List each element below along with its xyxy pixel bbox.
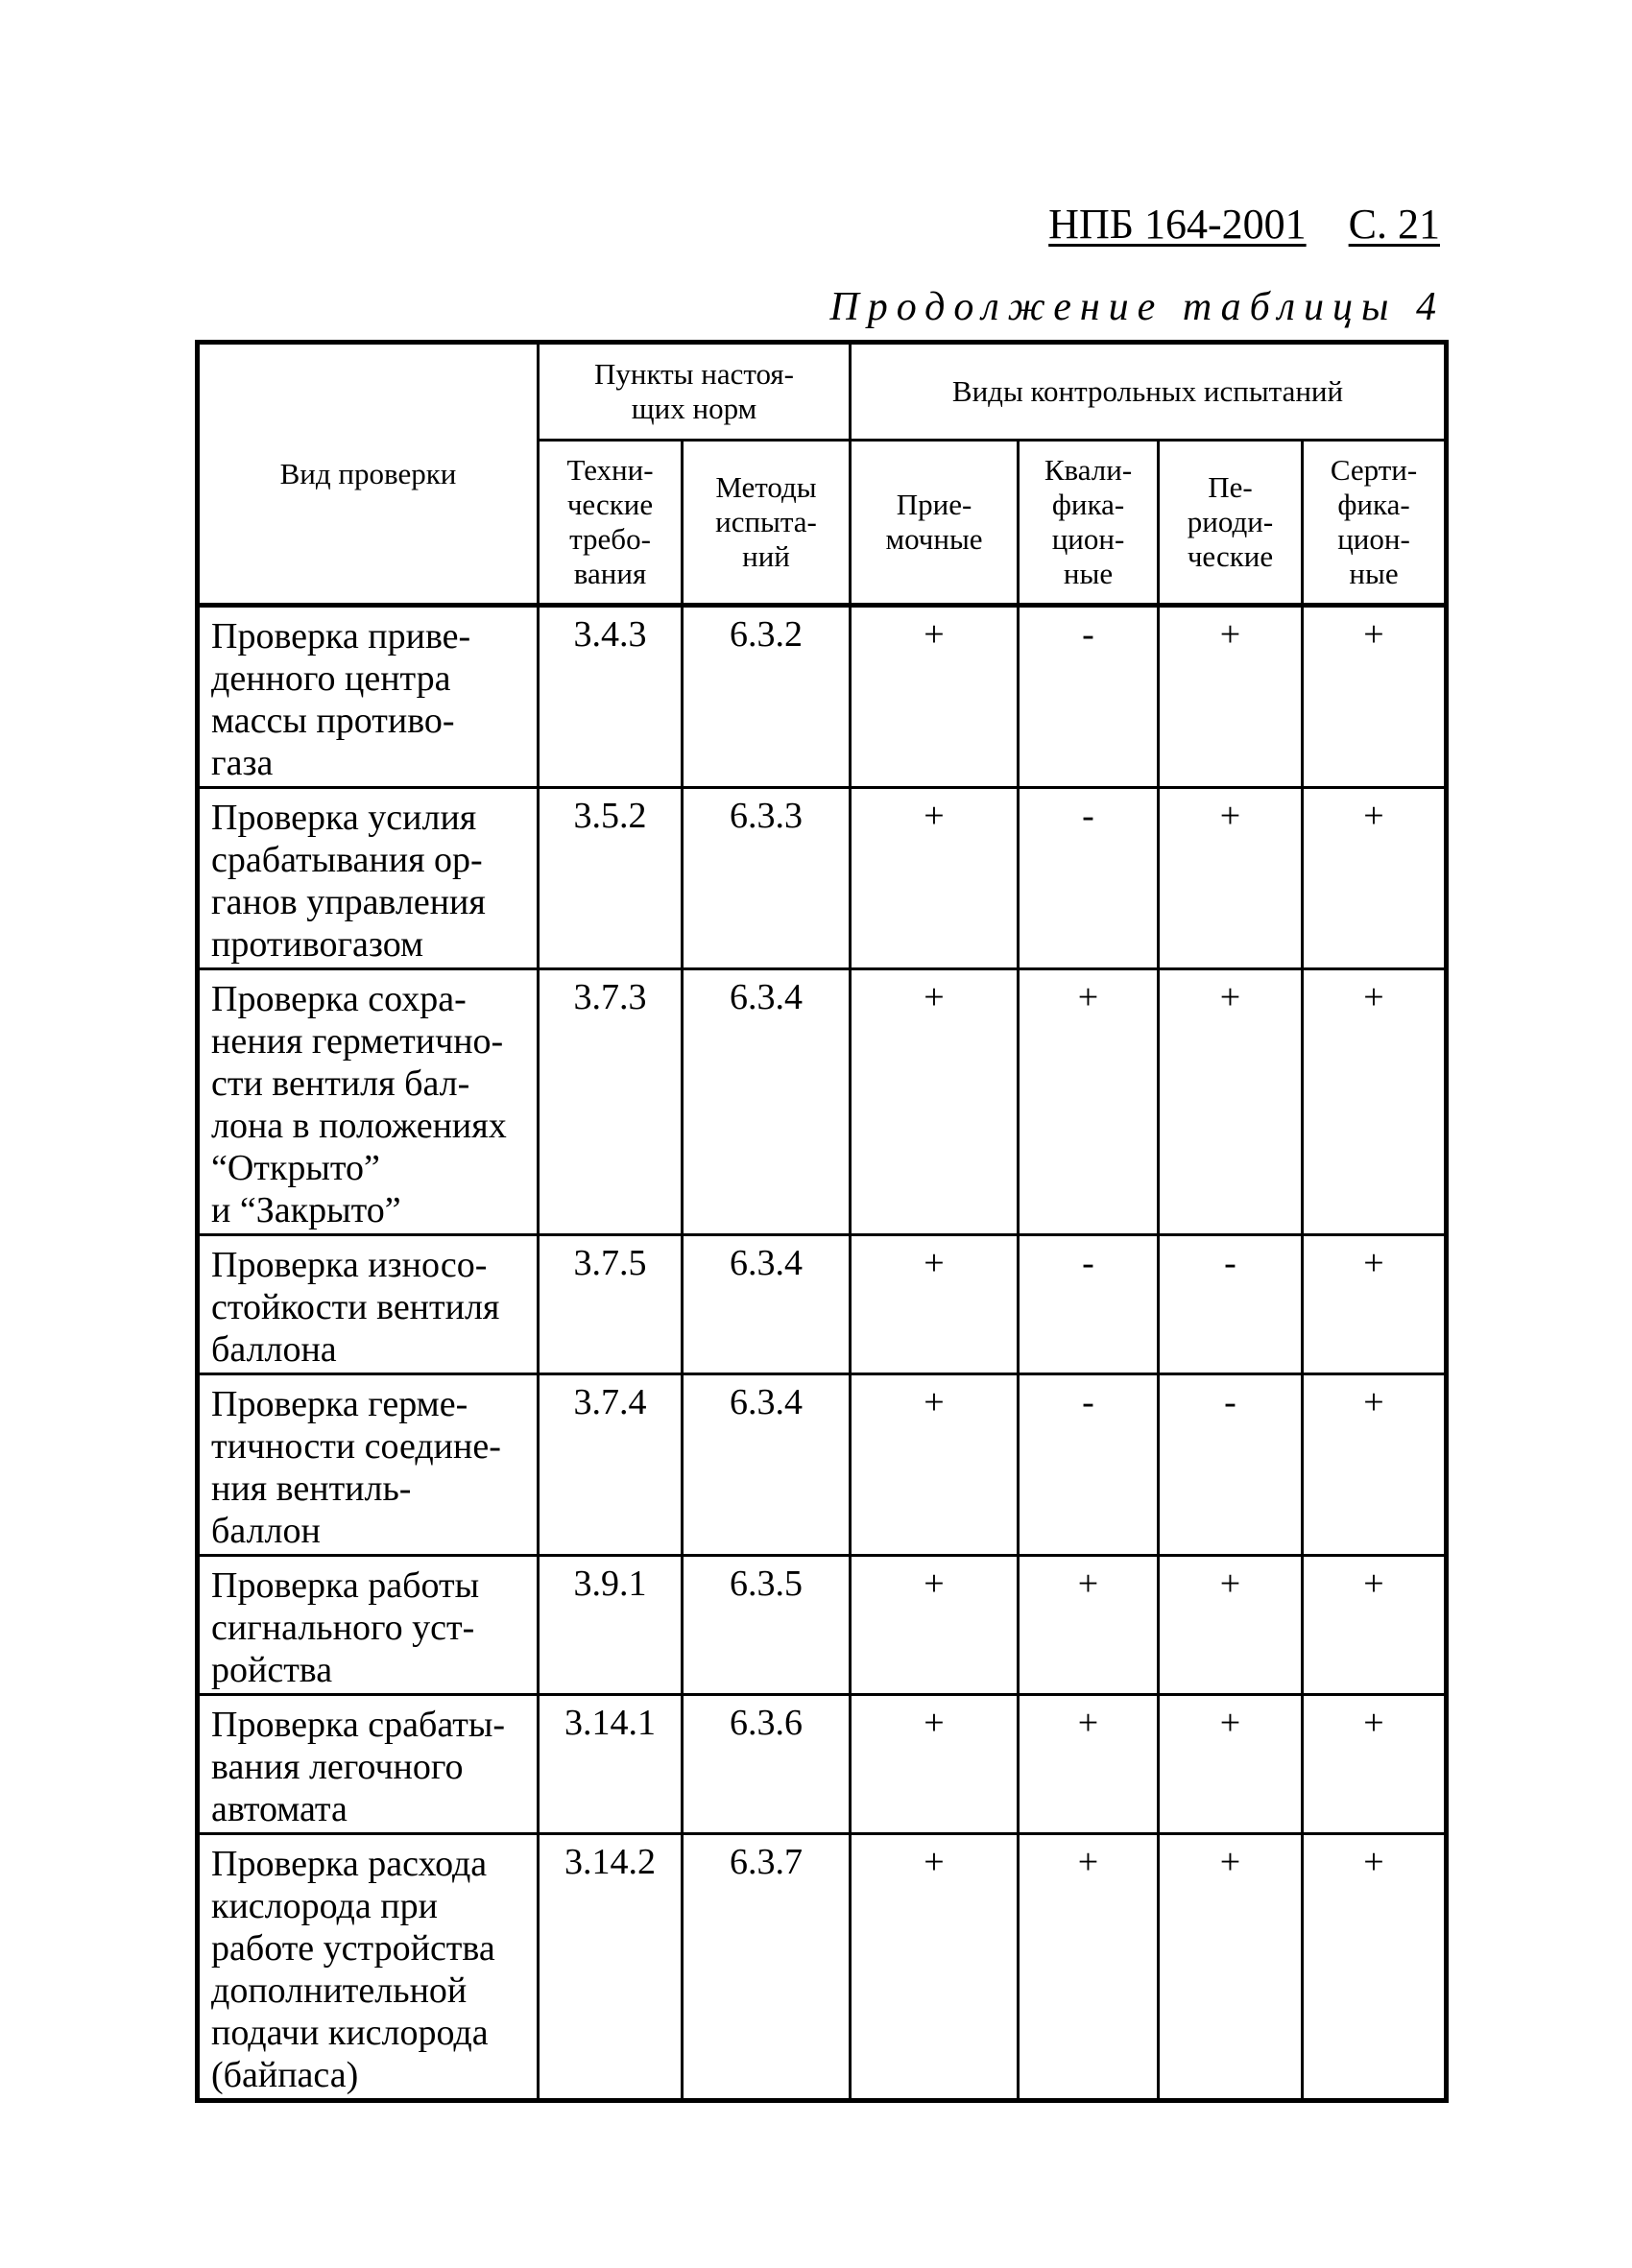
periodic-mark: - — [1159, 1235, 1303, 1374]
acceptance-mark: + — [851, 969, 1019, 1235]
header-qualification: Квали- фика- цион- ные — [1019, 441, 1159, 606]
check-name-line: противогазом — [211, 924, 424, 965]
check-name-line: (байпаса) — [211, 2055, 359, 2095]
check-name-line: ройства — [211, 1650, 333, 1690]
test-method-clause: 6.3.2 — [683, 606, 851, 788]
table-row — [198, 969, 1447, 1235]
acceptance-mark: + — [851, 1834, 1019, 2101]
check-name-line: ния вентиль- — [211, 1468, 412, 1509]
check-name-line: подачи кислорода — [211, 2013, 489, 2053]
periodic-mark: + — [1159, 1834, 1303, 2101]
periodic-mark: + — [1159, 606, 1303, 788]
check-name-line: Проверка расхода — [211, 1844, 488, 1884]
check-name-line: Проверка сохра- — [211, 979, 467, 1019]
qualification-mark: + — [1019, 1834, 1159, 2101]
certification-mark: + — [1303, 1374, 1447, 1556]
tech-requirement-clause: 3.4.3 — [539, 606, 683, 788]
check-name-line: вания легочного — [211, 1747, 464, 1787]
tech-requirement-clause: 3.7.3 — [539, 969, 683, 1235]
page-number: С. 21 — [1348, 201, 1440, 248]
check-name-line: стойкости вентиля — [211, 1287, 500, 1327]
certification-mark: + — [1303, 1556, 1447, 1695]
periodic-mark: + — [1159, 969, 1303, 1235]
table-row — [198, 1235, 1447, 1374]
qualification-mark: - — [1019, 1374, 1159, 1556]
check-name-cell — [198, 1695, 539, 1834]
check-name-line: Проверка усилия — [211, 798, 477, 838]
qualification-mark: + — [1019, 1695, 1159, 1834]
qualification-mark: - — [1019, 606, 1159, 788]
check-name-line: денного центра — [211, 658, 451, 699]
check-name-line: срабатывания ор- — [211, 840, 483, 880]
header-test-methods: Методы испыта- ний — [683, 441, 851, 606]
acceptance-mark: + — [851, 788, 1019, 969]
check-name-line: сигнального уст- — [211, 1608, 475, 1648]
table-row — [198, 1695, 1447, 1834]
check-name-line: Проверка герме- — [211, 1384, 468, 1424]
certification-mark: + — [1303, 606, 1447, 788]
test-method-clause: 6.3.5 — [683, 1556, 851, 1695]
check-name-line: массы противо- — [211, 701, 455, 741]
tests-table — [195, 340, 1449, 2103]
header-clauses-group: Пункты настоя- щих норм — [539, 343, 851, 441]
qualification-mark: + — [1019, 969, 1159, 1235]
check-name-line: лона в положениях — [211, 1106, 507, 1146]
check-name-cell — [198, 1374, 539, 1556]
check-name-line: тичности соедине- — [211, 1426, 501, 1467]
check-name-line: Проверка износо- — [211, 1245, 488, 1285]
certification-mark: + — [1303, 1235, 1447, 1374]
test-method-clause: 6.3.4 — [683, 969, 851, 1235]
acceptance-mark: + — [851, 1374, 1019, 1556]
check-name-line: “Открыто” — [211, 1148, 380, 1188]
check-name-line: кислорода при — [211, 1886, 438, 1926]
acceptance-mark: + — [851, 1556, 1019, 1695]
tech-requirement-clause: 3.7.5 — [539, 1235, 683, 1374]
test-method-clause: 6.3.4 — [683, 1374, 851, 1556]
table-row — [198, 606, 1447, 788]
check-name-line: автомата — [211, 1789, 348, 1829]
table-row — [198, 788, 1447, 969]
header-certification: Серти- фика- цион- ные — [1303, 441, 1447, 606]
check-name-line: баллон — [211, 1511, 321, 1551]
certification-mark: + — [1303, 1695, 1447, 1834]
certification-mark: + — [1303, 788, 1447, 969]
check-name-cell — [198, 788, 539, 969]
tech-requirement-clause: 3.7.4 — [539, 1374, 683, 1556]
certification-mark: + — [1303, 969, 1447, 1235]
acceptance-mark: + — [851, 606, 1019, 788]
qualification-mark: - — [1019, 788, 1159, 969]
header-check-type: Вид проверки — [198, 343, 539, 606]
header-tech-requirements: Техни- ческие требо- вания — [539, 441, 683, 606]
check-name-line: ганов управления — [211, 882, 486, 922]
table-row — [198, 1556, 1447, 1695]
tech-requirement-clause: 3.14.1 — [539, 1695, 683, 1834]
check-name-line: дополнительной — [211, 1970, 468, 2011]
tech-requirement-clause: 3.9.1 — [539, 1556, 683, 1695]
check-name-cell — [198, 1235, 539, 1374]
check-name-line: работе устройства — [211, 1928, 495, 1969]
check-name-line: газа — [211, 743, 274, 783]
table-caption: Продолжение таблицы 4 — [829, 285, 1445, 329]
periodic-mark: + — [1159, 788, 1303, 969]
document-code: НПБ 164-2001 — [1048, 201, 1307, 248]
header-acceptance: Прие- мочные — [851, 441, 1019, 606]
acceptance-mark: + — [851, 1695, 1019, 1834]
periodic-mark: + — [1159, 1556, 1303, 1695]
check-name-line: и “Закрыто” — [211, 1190, 401, 1230]
check-name-cell — [198, 606, 539, 788]
periodic-mark: - — [1159, 1374, 1303, 1556]
check-name-cell — [198, 1834, 539, 2101]
check-name-line: Проверка работы — [211, 1565, 480, 1606]
header-tests-group: Виды контрольных испытаний — [851, 343, 1447, 441]
table-row — [198, 1374, 1447, 1556]
qualification-mark: + — [1019, 1556, 1159, 1695]
header-periodic: Пе- риоди- ческие — [1159, 441, 1303, 606]
test-method-clause: 6.3.4 — [683, 1235, 851, 1374]
check-name-cell — [198, 969, 539, 1235]
check-name-line: Проверка срабаты- — [211, 1705, 506, 1745]
certification-mark: + — [1303, 1834, 1447, 2101]
test-method-clause: 6.3.6 — [683, 1695, 851, 1834]
document-header — [1018, 200, 1440, 250]
qualification-mark: - — [1019, 1235, 1159, 1374]
tech-requirement-clause: 3.14.2 — [539, 1834, 683, 2101]
check-name-line: сти вентиля бал- — [211, 1063, 470, 1104]
table-row — [198, 1834, 1447, 2101]
check-name-line: баллона — [211, 1329, 337, 1370]
tech-requirement-clause: 3.5.2 — [539, 788, 683, 969]
periodic-mark: + — [1159, 1695, 1303, 1834]
check-name-line: Проверка приве- — [211, 616, 471, 657]
check-name-line: нения герметично- — [211, 1021, 504, 1062]
test-method-clause: 6.3.7 — [683, 1834, 851, 2101]
check-name-cell — [198, 1556, 539, 1695]
test-method-clause: 6.3.3 — [683, 788, 851, 969]
acceptance-mark: + — [851, 1235, 1019, 1374]
